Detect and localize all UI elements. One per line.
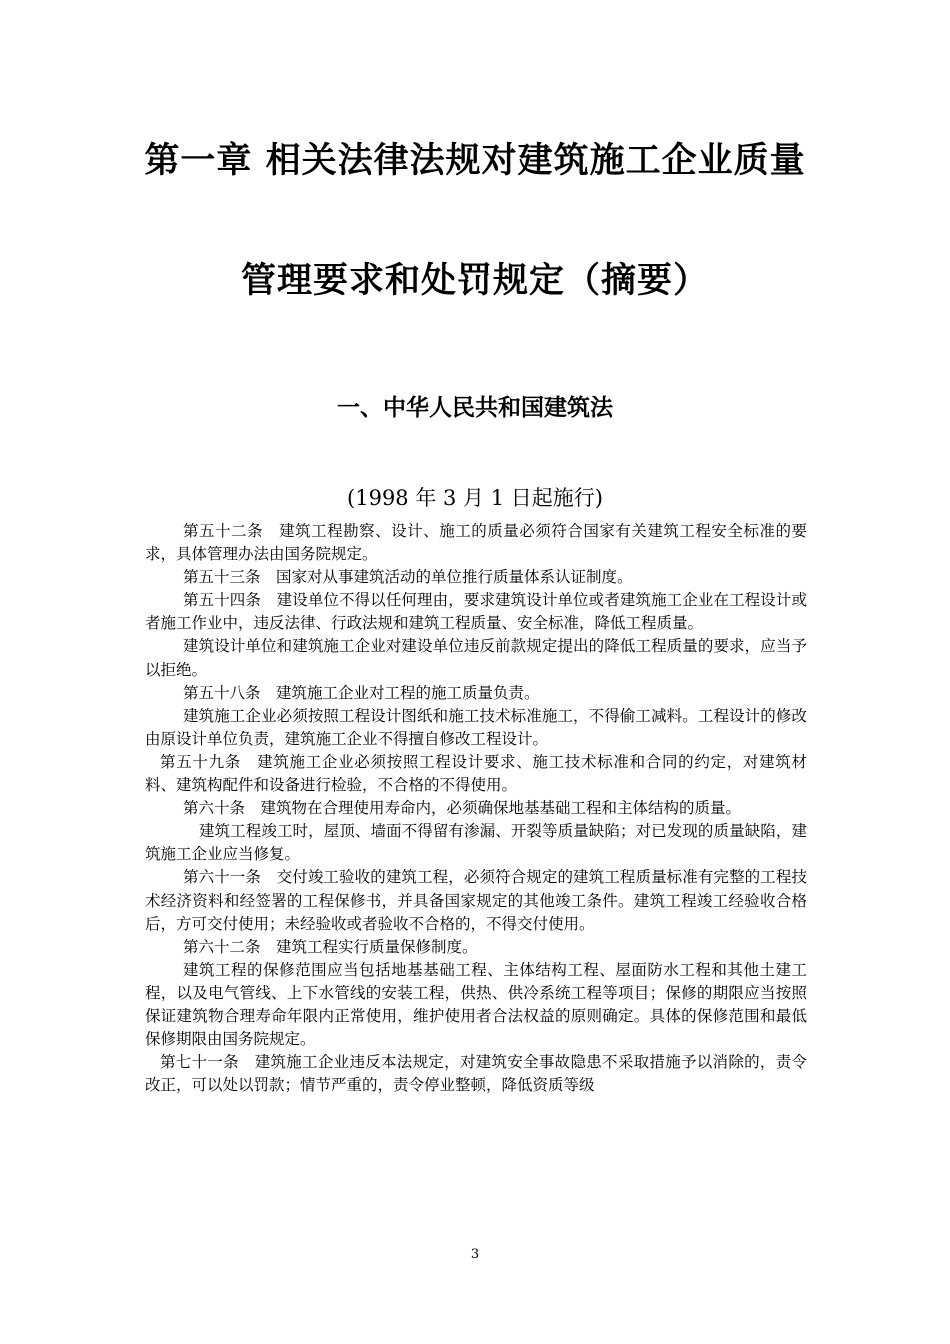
paragraph-article-54-cont: 建筑设计单位和建筑施工企业对建设单位违反前款规定提出的降低工程质量的要求，应当予以拒绝。	[145, 637, 807, 679]
chapter-title-line-1: 第一章 相关法律法规对建筑施工企业质量	[144, 141, 806, 181]
paragraph-article-58: 第五十八条 建筑施工企业对工程的施工质量负责。	[183, 683, 540, 702]
body-text	[145, 520, 807, 1097]
effective-date: (1998 年 3 月 1 日起施行)	[347, 486, 603, 510]
page-number: 3	[470, 1247, 480, 1262]
paragraph-article-62: 第六十二条 建筑工程实行质量保修制度。	[183, 937, 478, 956]
section-heading: 一、中华人民共和国建筑法	[337, 395, 613, 421]
paragraph-article-54: 第五十四条 建设单位不得以任何理由，要求建筑设计单位或者建筑施工企业在工程设计或者施工作业中，违反法律、行政法规和建筑工程质量、安全标准，降低工程质量。	[145, 591, 807, 633]
paragraph-article-71: 第七十一条 建筑施工企业违反本法规定，对建筑安全事故隐患不采取措施予以消除的，责令改正，可以处以罚款；情节严重的，责令停业整顿，降低资质等级	[145, 1053, 807, 1095]
paragraph-article-59: 第五十九条 建筑施工企业必须按照工程设计要求、施工技术标准和合同的约定，对建筑材料、建筑构配件和设备进行检验，不合格的不得使用。	[145, 752, 807, 795]
paragraph-article-60-cont: 建筑工程竣工时，屋顶、墙面不得留有渗漏、开裂等质量缺陷；对已发现的质量缺陷，建筑施工企业应当修复。	[145, 822, 807, 864]
paragraph-article-58-cont: 建筑施工企业必须按照工程设计图纸和施工技术标准施工，不得偷工减料。工程设计的修改由原设计单位负责，建筑施工企业不得擅自修改工程设计。	[145, 706, 807, 748]
paragraph-article-52: 第五十二条 建筑工程勘察、设计、施工的质量必须符合国家有关建筑工程安全标准的要求，具体管理办法由国务院规定。	[145, 522, 807, 564]
paragraph-article-62-cont: 建筑工程的保修范围应当包括地基基础工程、主体结构工程、屋面防水工程和其他土建工程，以及电气管线、上下水管线的安装工程，供热、供冷系统工程等项目；保修的期限应当按照保证建筑物合理寿命年限内正常使用，维护使用者合法权益的原则确定。具体的保修范围和最低保修期限由国务院规定。	[145, 960, 807, 1049]
paragraph-article-53: 第五十三条 国家对从事建筑活动的单位推行质量体系认证制度。	[183, 568, 633, 587]
paragraph-article-60: 第六十条 建筑物在合理使用寿命内，必须确保地基基础工程和主体结构的质量。	[183, 799, 742, 818]
paragraph-article-61: 第六十一条 交付竣工验收的建筑工程，必须符合规定的建筑工程质量标准有完整的工程技术经济资料和经签署的工程保修书，并具备国家规定的其他竣工条件。建筑工程竣工经验收合格后，方可交付使用；未经验收或者验收不合格的，不得交付使用。	[145, 868, 807, 933]
chapter-title-line-2: 管理要求和处罚规定（摘要）	[240, 261, 709, 301]
